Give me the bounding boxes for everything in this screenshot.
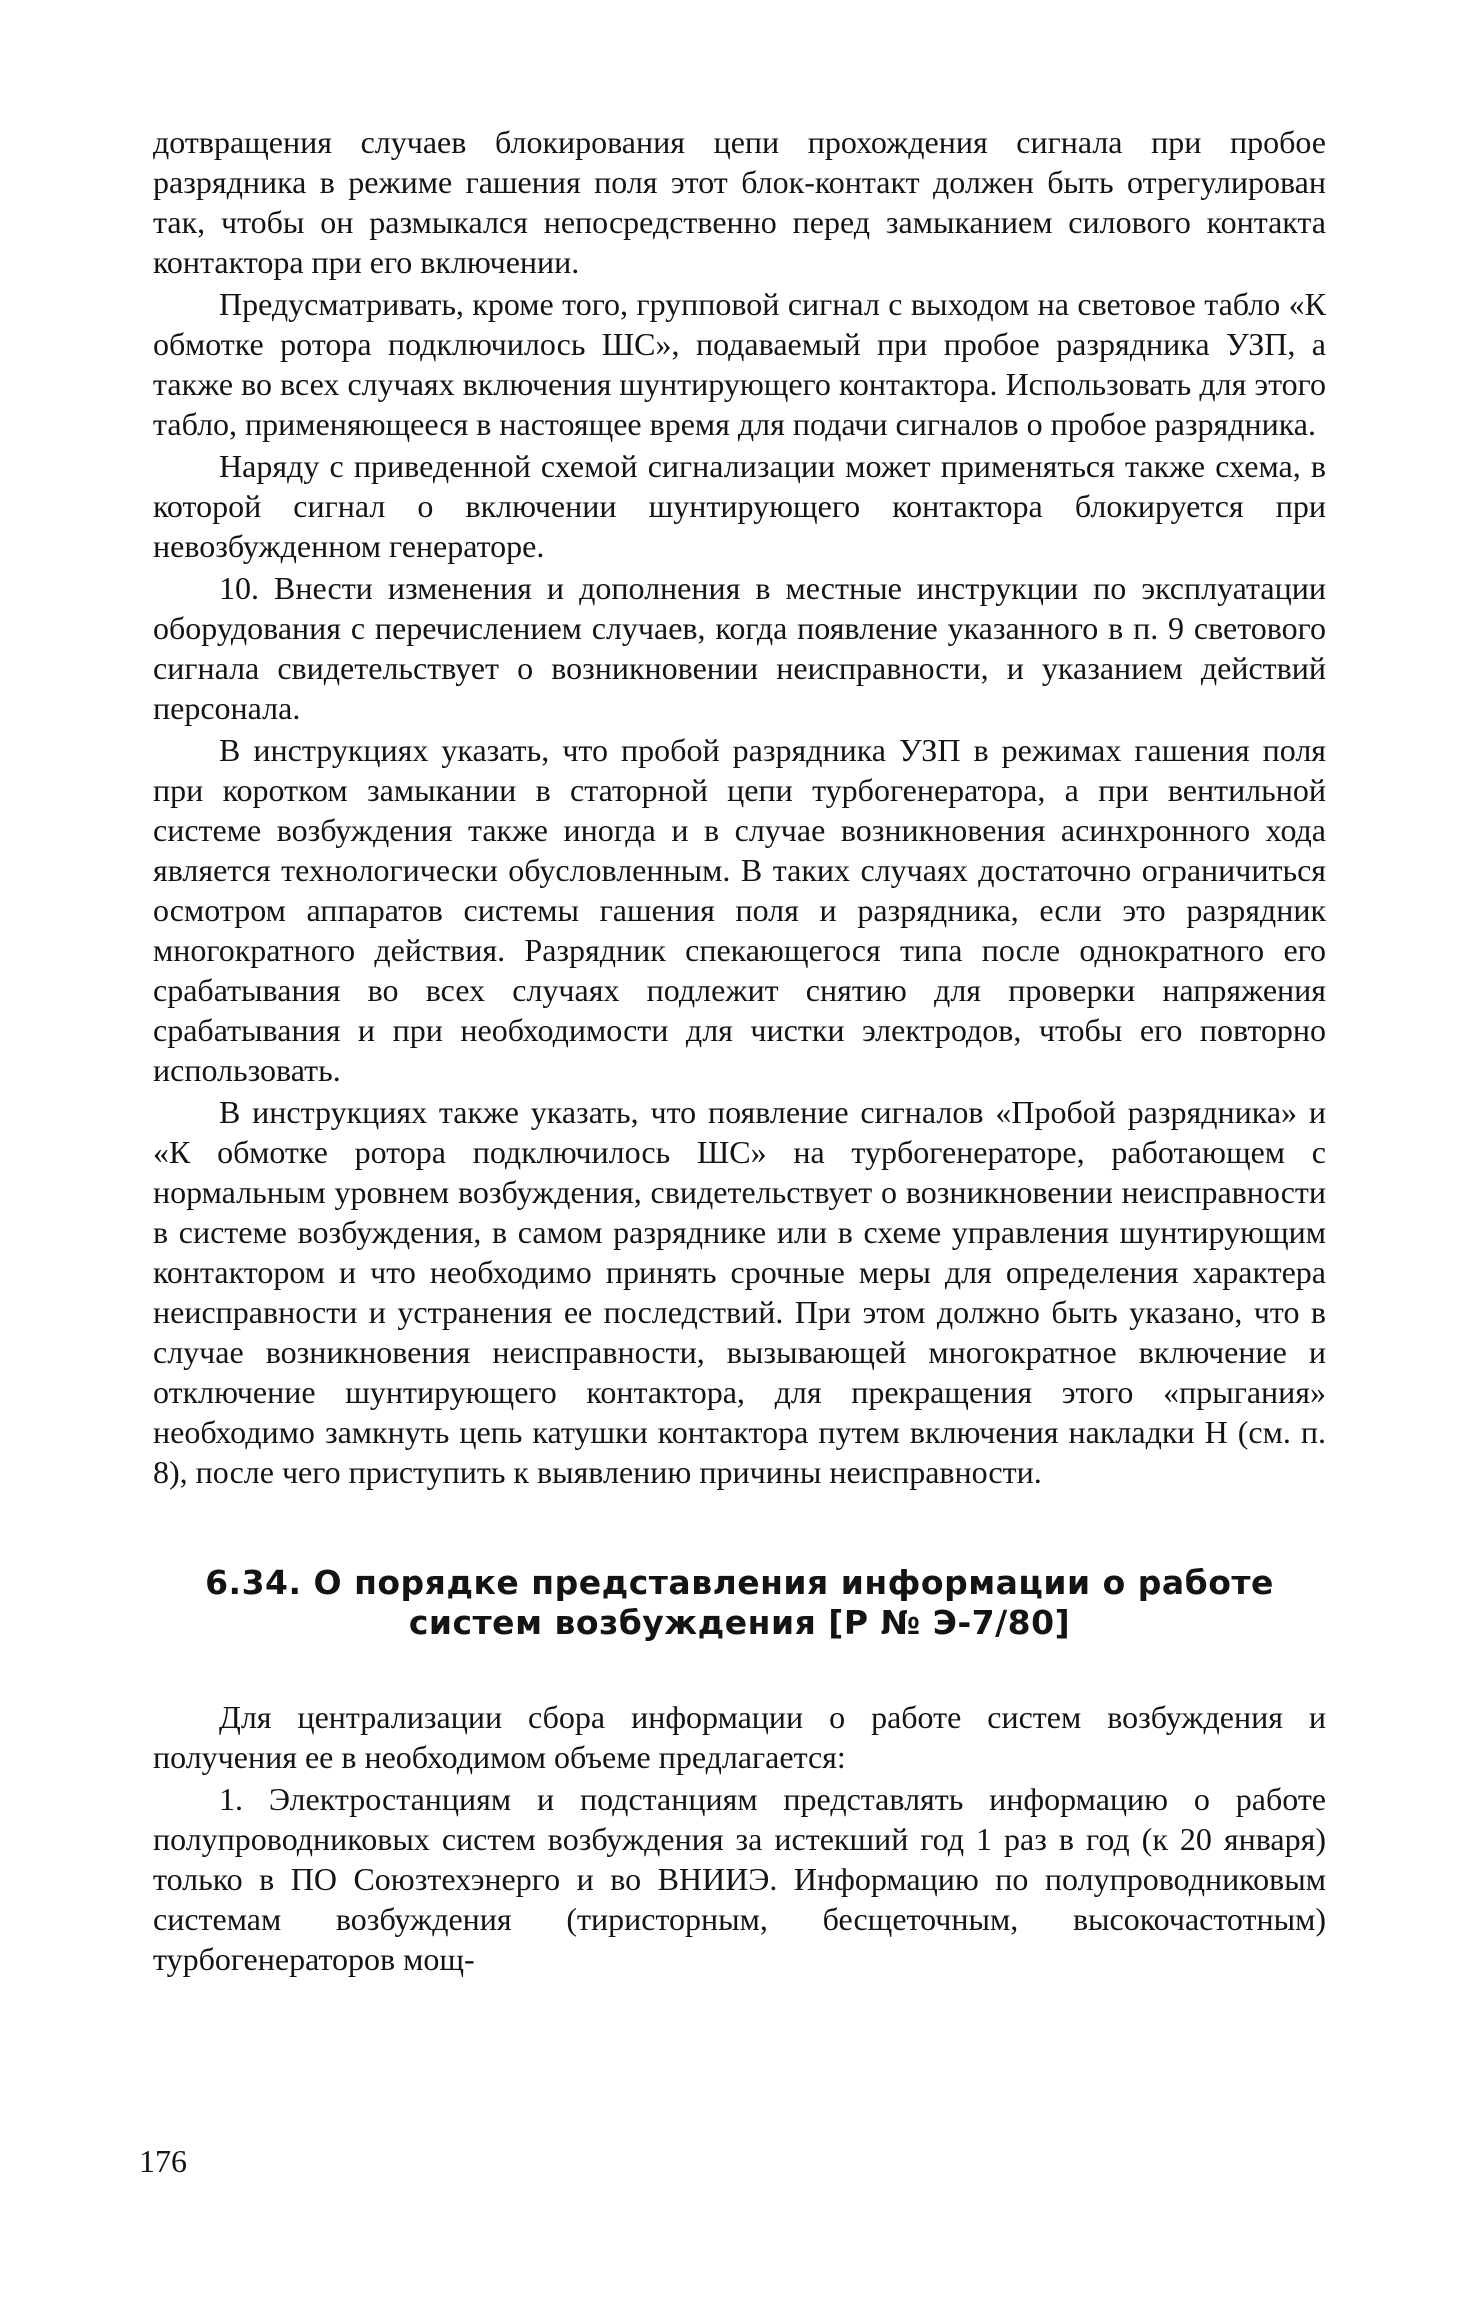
paragraph: дотвращения случаев блокирования цепи прохождения сигнала при пробое разрядника в режиме гашения поля этот блок-контакт должен быть отрегулирован так, чтобы он размыкался непосредственно перед замыканием силового контакта контактора при его включении.	[153, 124, 1326, 280]
document-page	[153, 122, 1326, 1981]
section-heading: 6.34. О порядке представления информации о работе систем возбуждения [Р № Э-7/80]	[205, 1563, 1274, 1642]
paragraph: Наряду с приведенной схемой сигнализации может применяться также схема, в которой сигнал о включении шунтирующего контактора блокируется при невозбужденном генераторе.	[153, 448, 1326, 564]
paragraph: В инструкциях также указать, что появление сигналов «Пробой разрядника» и «К обмотке ротора подключилось ШС» на турбогенераторе, работающем с нормальным уровнем возбуждения, свидетельствует о возникновении неисправности в системе возбуждения, в самом разряднике или в схеме управления шунтирующим контактором и что необходимо принять срочные меры для определения характера неисправности и устранения ее последствий. При этом должно быть указано, что в случае возникновения неисправности, вызывающей многократное включение и отключение шунтирующего контактора, для прекращения этого «прыгания» необходимо замкнуть цепь катушки контактора путем включения накладки Н (см. п. 8), после чего приступить к выявлению причины неисправности.	[153, 1094, 1326, 1490]
paragraph: 10. Внести изменения и дополнения в местные инструкции по эксплуатации оборудования с перечислением случаев, когда появление указанного в п. 9 светового сигнала свидетельствует о возникновении неисправности, и указанием действий персонала.	[153, 570, 1326, 726]
paragraph: В инструкциях указать, что пробой разрядника УЗП в режимах гашения поля при коротком замыкании в статорной цепи турбогенератора, а при вентильной системе возбуждения также иногда и в случае возникновения асинхронного хода является технологически обусловленным. В таких случаях достаточно ограничиться осмотром аппаратов системы гашения поля и разрядника, если это разрядник многократного действия. Разрядник спекающегося типа после однократного его срабатывания во всех случаях подлежит снятию для проверки напряжения срабатывания и при необходимости для чистки электродов, чтобы его повторно использовать.	[153, 732, 1326, 1088]
paragraph: Предусматривать, кроме того, групповой сигнал с выходом на световое табло «К обмотке ротора подключилось ШС», подаваемый при пробое разрядника УЗП, а также во всех случаях включения шунтирующего контактора. Использовать для этого табло, применяющееся в настоящее время для подачи сигналов о пробое разрядника.	[153, 286, 1326, 442]
paragraph: Для централизации сбора информации о работе систем возбуждения и получения ее в необходимом объеме предлагается:	[153, 1699, 1326, 1775]
paragraph: 1. Электростанциям и подстанциям представлять информацию о работе полупроводниковых систем возбуждения за истекший год 1 раз в год (к 20 января) только в ПО Союзтехэнерго и во ВНИИЭ. Информацию по полупроводниковым системам возбуждения (тиристорным, бесщеточным, высокочастотным) турбогенераторов мощ-	[153, 1781, 1326, 1977]
page-number: 176	[139, 2143, 187, 2179]
